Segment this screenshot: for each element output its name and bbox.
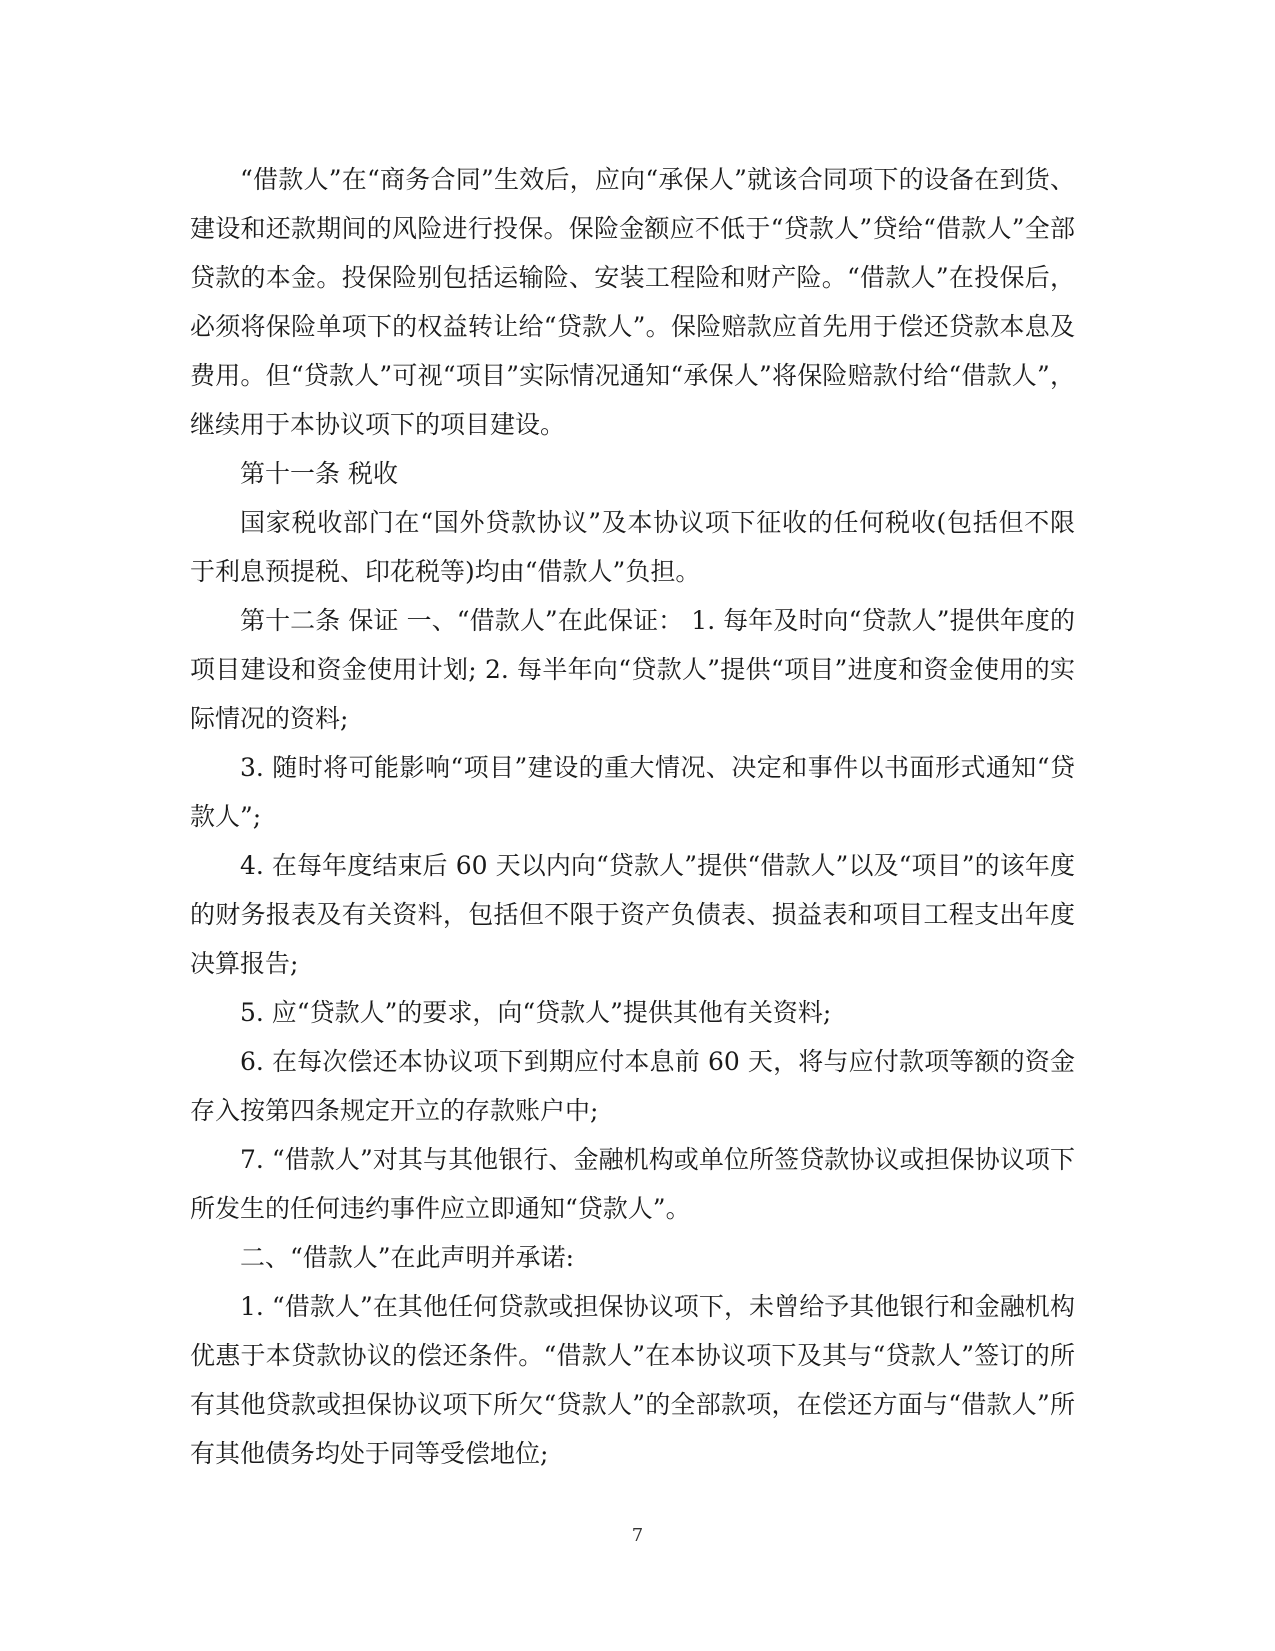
paragraph-tax: 国家税收部门在“国外贷款协议”及本协议项下征收的任何税收(包括但不限于利息预提税、印花税等)均由“借款人”负担。 xyxy=(190,508,1075,586)
warranty-item-7: 7. “借款人”对其与其他银行、金融机构或单位所签贷款协议或担保协议项下所发生的任何违约事件应立即通知“贷款人”。 xyxy=(190,1145,1075,1223)
declaration-item-1: 1. “借款人”在其他任何贷款或担保协议项下，未曾给予其他银行和金融机构优惠于本贷款协议的偿还条件。“借款人”在本协议项下及其与“贷款人”签订的所有其他贷款或担保协议项下所欠“贷款人”的全部款项，在偿还方面与“借款人”所有其他债务均处于同等受偿地位; xyxy=(190,1292,1075,1468)
page-number: 7 xyxy=(631,1525,644,1546)
warranty-item-3: 3. 随时将可能影响“项目”建设的重大情况、决定和事件以书面形式通知“贷款人”; xyxy=(190,753,1075,831)
paragraph-insurance: “借款人”在“商务合同”生效后，应向“承保人”就该合同项下的设备在到货、建设和还款期间的风险进行投保。保险金额应不低于“贷款人”贷给“借款人”全部贷款的本金。投保险别包括运输险、安装工程险和财产险。“借款人”在投保后，必须将保险单项下的权益转让给“贷款人”。保险赔款应首先用于偿还贷款本息及费用。但“贷款人”可视“项目”实际情况通知“承保人”将保险赔款付给“借款人”，继续用于本协议项下的项目建设。 xyxy=(190,165,1075,439)
warranty-item-4: 4. 在每年度结束后 60 天以内向“贷款人”提供“借款人”以及“项目”的该年度的财务报表及有关资料，包括但不限于资产负债表、损益表和项目工程支出年度决算报告; xyxy=(190,851,1075,978)
article-12-warranty: 第十二条 保证 一、“借款人”在此保证： 1. 每年及时向“贷款人”提供年度的项目建设和资金使用计划; 2. 每半年向“贷款人”提供“项目”进度和资金使用的实际情况的资料; xyxy=(190,606,1075,733)
warranty-item-6: 6. 在每次偿还本协议项下到期应付本息前 60 天，将与应付款项等额的资金存入按第四条规定开立的存款账户中; xyxy=(190,1047,1075,1125)
declaration-heading: 二、“借款人”在此声明并承诺: xyxy=(240,1243,574,1272)
document-body xyxy=(190,155,1075,1478)
article-11-heading: 第十一条 税收 xyxy=(240,459,398,488)
warranty-item-5: 5. 应“贷款人”的要求，向“贷款人”提供其他有关资料; xyxy=(240,998,832,1027)
